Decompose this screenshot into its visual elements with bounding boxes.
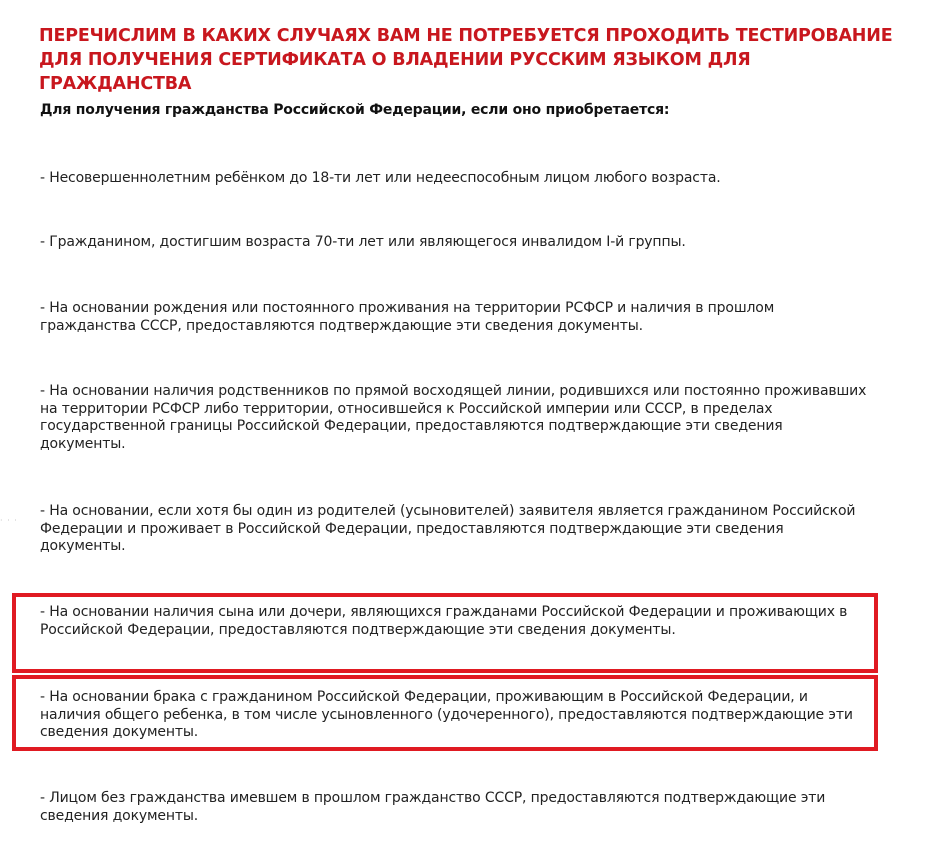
list-item-rsfsr-birth: - На основании рождения или постоянного проживания на территории РСФСР и наличия в прошлом гражданства СССР, предоставляются подтверждающие эти сведения документы. bbox=[40, 300, 775, 334]
list-item-parents: - На основании, если хотя бы один из родителей (усыновителей) заявителя является гражданином Российской Федерации и проживает в Российской Федерации, предоставляются подтверждающие эти сведения документы. bbox=[40, 503, 856, 554]
margin-dots: · · · bbox=[0, 516, 18, 525]
page-title: ПЕРЕЧИСЛИМ В КАКИХ СЛУЧАЯХ ВАМ НЕ ПОТРЕБУЕТСЯ ПРОХОДИТЬ ТЕСТИРОВАНИЕ ДЛЯ ПОЛУЧЕНИЯ СЕРТИФИКАТА О ВЛАДЕНИИ РУССКИМ ЯЗЫКОМ ДЛЯ ГРАЖДАНСТВА bbox=[39, 26, 893, 94]
list-item-age-70: - Гражданином, достигшим возраста 70-ти лет или являющегося инвалидом I-й группы. bbox=[40, 234, 686, 250]
list-item-stateless: - Лицом без гражданства имевшем в прошлом гражданство СССР, предоставляются подтверждающие эти сведения документы. bbox=[40, 790, 826, 824]
list-item-marriage: - На основании брака с гражданином Российской Федерации, проживающим в Российской Федерации, и наличия общего ребенка, в том числе усыновленного (удочеренного), предоставляются подтверждающие эти сведения документы. bbox=[40, 689, 853, 740]
list-item-minor: - Несовершеннолетним ребёнком до 18-ти лет или недееспособным лицом любого возраста. bbox=[40, 170, 721, 186]
subheading: Для получения гражданства Российской Федерации, если оно приобретается: bbox=[40, 102, 670, 118]
list-item-children: - На основании наличия сына или дочери, являющихся гражданами Российской Федерации и проживающих в Российской Федерации, предоставляются подтверждающие эти сведения документы. bbox=[40, 604, 848, 638]
list-item-relatives: - На основании наличия родственников по прямой восходящей линии, родившихся или постоянно проживавших на территории РСФСР либо территории, относившейся к Российской империи или СССР, в пределах государственной границы Российской Федерации, предоставляются подтверждающие эти сведения документы. bbox=[40, 383, 867, 452]
